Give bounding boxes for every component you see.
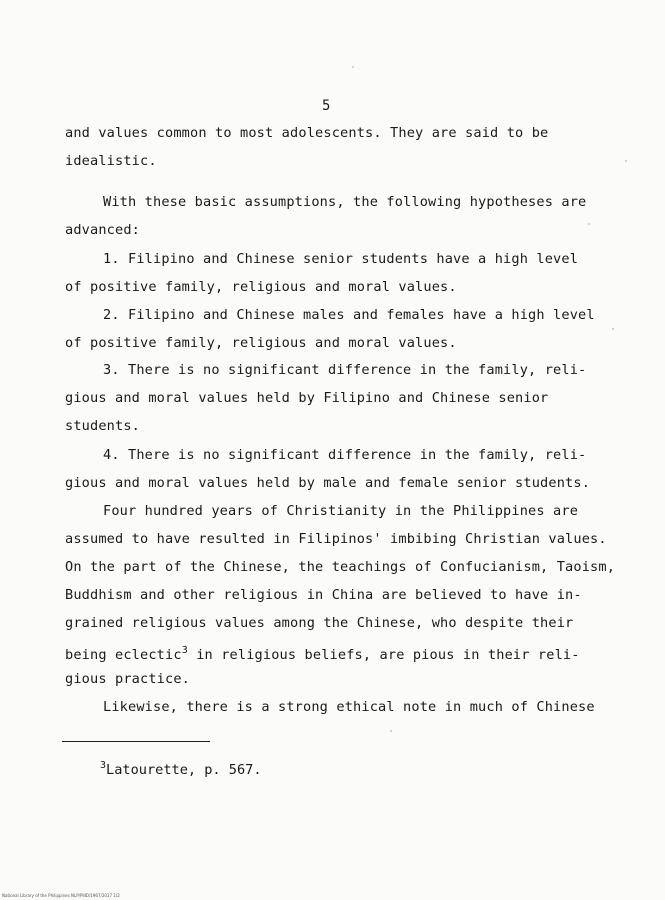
text-line-with-footnote-ref (65, 643, 580, 663)
footnote-text: Latourette, p. 567. (106, 762, 262, 778)
scan-speck (390, 730, 392, 732)
text-line: advanced: (65, 222, 141, 238)
text-line: Likewise, there is a strong ethical note in much of Chinese (103, 699, 595, 715)
text-line: 1. Filipino and Chinese senior students have a high level (103, 251, 579, 267)
text-line: students. (65, 418, 141, 434)
page-number: 5 (322, 98, 331, 114)
text-line: Buddhism and other religious in China are believed to have in- (65, 587, 582, 603)
footnote-divider (62, 741, 210, 742)
scan-speck (352, 66, 354, 68)
footnote-reference: 3 (181, 645, 188, 656)
text-line: grained religious values among the Chinese, who despite their (65, 615, 574, 631)
text-segment: being eclectic (65, 647, 182, 663)
text-segment: in religious beliefs, are pious in their reli- (196, 647, 580, 663)
text-line: 4. There is no significant difference in the family, reli- (103, 447, 587, 463)
scan-speck (588, 223, 590, 225)
text-line: Four hundred years of Christianity in the Philippines are (103, 503, 579, 519)
text-line: idealistic. (65, 153, 157, 169)
text-line: On the part of the Chinese, the teachings of Confucianism, Taoism, (65, 559, 616, 575)
text-line: 2. Filipino and Chinese males and females have a high level (103, 307, 595, 323)
scan-speck (625, 160, 627, 162)
text-line: and values common to most adolescents. They are said to be (65, 125, 549, 141)
scan-speck (612, 328, 614, 330)
text-line: of positive family, religious and moral values. (65, 279, 457, 295)
text-line: gious and moral values held by Filipino and Chinese senior (65, 390, 549, 406)
text-line: 3. There is no significant difference in the family, reli- (103, 362, 587, 378)
scan-imprint: National Library of the Philippines NLP/PIIID/1967/2017 1/2 (2, 893, 120, 898)
text-line: gious practice. (65, 671, 191, 687)
footnote (100, 760, 262, 778)
text-line: assumed to have resulted in Filipinos' imbibing Christian values. (65, 531, 607, 547)
text-line: With these basic assumptions, the following hypotheses are (103, 194, 587, 210)
text-line: of positive family, religious and moral values. (65, 335, 457, 351)
footnote-marker: 3 (100, 760, 107, 771)
text-line: gious and moral values held by male and female senior students. (65, 475, 591, 491)
